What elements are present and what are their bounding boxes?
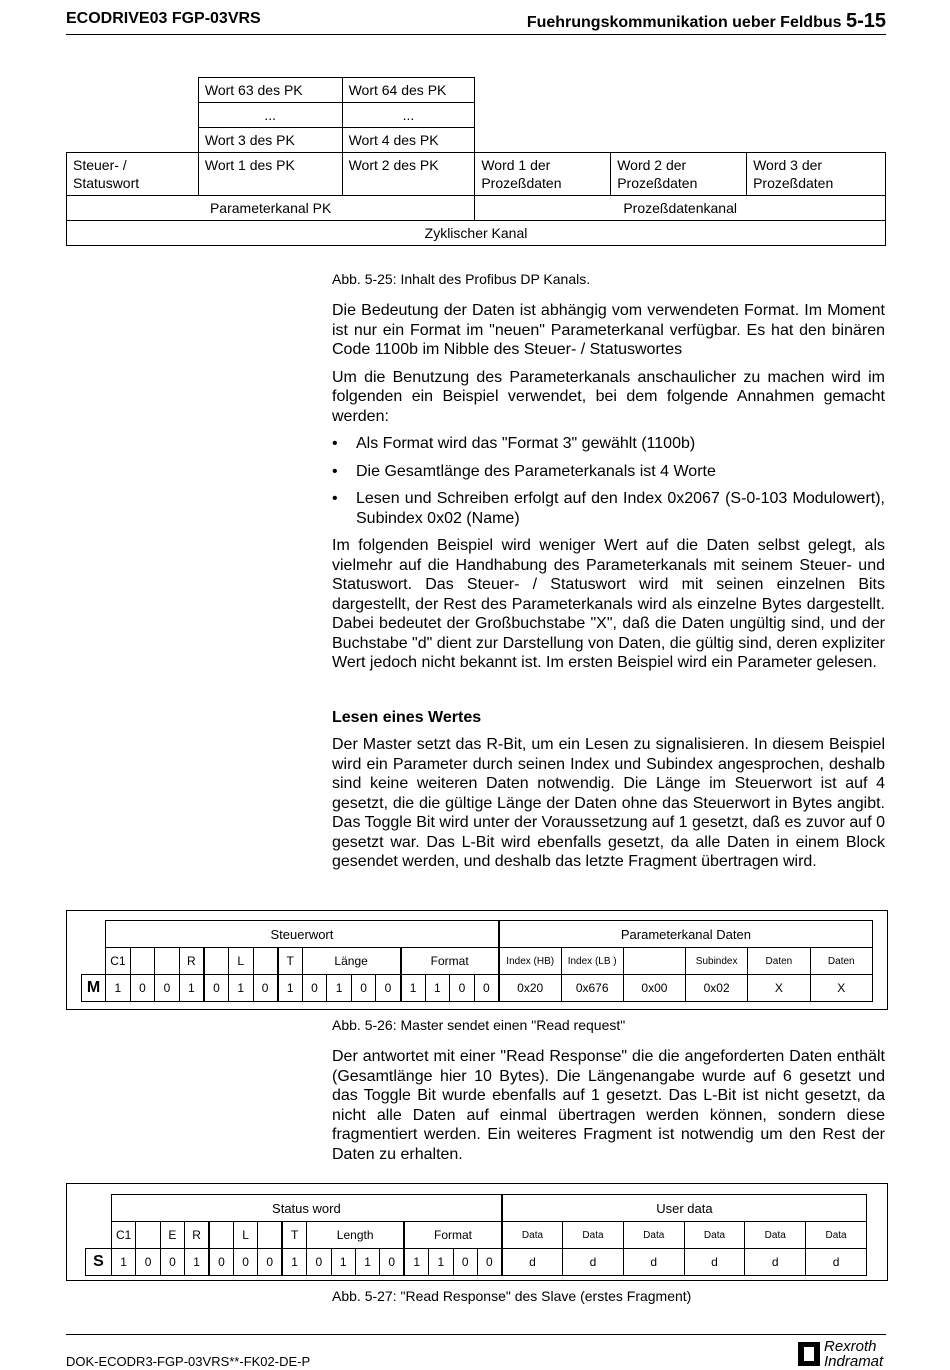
table-row [67, 128, 886, 153]
list-item: • Lesen und Schreiben erfolgt auf den Index 0x2067 (S-0-103 Modulowert), Subindex 0x02 (Name) [332, 489, 885, 528]
bit-value: 0 [477, 1249, 501, 1276]
data-label: Index (LB ) [561, 948, 623, 975]
table-row [67, 103, 886, 128]
rexroth-indramat-logo [798, 1338, 886, 1370]
figure-caption-5-27: Abb. 5-27: "Read Response" des Slave (erstes Fragment) [332, 1288, 692, 1304]
data-label: Data [563, 1222, 624, 1249]
bit-value: 1 [425, 975, 450, 1002]
table-row [82, 948, 873, 975]
data-value: d [684, 1249, 745, 1276]
paragraph: Die Bedeutung der Daten ist abhängig vom verwendeten Format. Im Moment ist nur ein Format im "neuen" Parameterkanal verfügbar. Es hat den binären Code 1100b im Nibble des Steuer- / Statuswortes [332, 302, 885, 358]
bit-label: L [228, 948, 253, 975]
bit-value: 0 [136, 1249, 160, 1276]
table-cell: Wort 63 des PK [198, 78, 342, 103]
bit-label: T [278, 948, 303, 975]
user-data-header: User data [502, 1195, 867, 1222]
data-label: Daten [810, 948, 873, 975]
bit-label [136, 1222, 160, 1249]
status-word-header: Status word [111, 1195, 501, 1222]
data-value: 0x676 [561, 975, 623, 1002]
row-label-master: M [82, 975, 106, 1002]
header-section [527, 10, 886, 33]
data-value: d [563, 1249, 624, 1276]
bit-value: 1 [401, 975, 426, 1002]
data-label: Subindex [686, 948, 748, 975]
bit-label: T [282, 1222, 306, 1249]
master-request-frame [66, 910, 888, 1010]
cyclic-channel-cell: Zyklischer Kanal [67, 221, 886, 246]
slave-response-frame [66, 1183, 888, 1281]
table-cell: ... [198, 103, 342, 128]
bit-label [204, 948, 229, 975]
bit-value: 1 [404, 1249, 428, 1276]
bit-label: L [233, 1222, 257, 1249]
bit-value: 0 [351, 975, 376, 1002]
bit-label: C1 [106, 948, 131, 975]
table-cell: Wort 1 des PK [198, 153, 342, 196]
length-label: Length [307, 1222, 405, 1249]
process-channel-cell: Prozeßdatenkanal [475, 196, 886, 221]
page-number: 5-15 [845, 10, 886, 32]
logo-text-line2: Indramat [824, 1353, 884, 1370]
bit-value: 1 [331, 1249, 355, 1276]
table-row [82, 975, 873, 1002]
bit-value: 0 [307, 1249, 331, 1276]
logo-text-line1: Rexroth [824, 1338, 877, 1355]
master-request-table [81, 920, 873, 1002]
data-value: d [623, 1249, 684, 1276]
header-rule [66, 34, 886, 35]
header-section-title: Fuehrungskommunikation ueber Feldbus [526, 14, 842, 31]
table-cell: Word 2 der Prozeßdaten [611, 153, 747, 196]
list-item: • Als Format wird das "Format 3" gewählt (1100b) [332, 434, 885, 454]
bit-value: 0 [450, 975, 475, 1002]
data-label: Data [623, 1222, 684, 1249]
bit-label: R [185, 1222, 209, 1249]
profibus-channel-table [66, 77, 886, 246]
bit-value: 0 [258, 1249, 282, 1276]
paragraph: Um die Benutzung des Parameterkanals anschaulicher zu machen wird im folgenden ein Beispiel verwendet, bei dem folgende Annahmen gemacht werden: [332, 368, 885, 425]
bit-value: 1 [111, 1249, 135, 1276]
data-label: Index (HB) [499, 948, 561, 975]
table-row [82, 921, 873, 948]
paragraph: Im folgenden Beispiel wird weniger Wert auf die Daten selbst gelegt, als vielmehr auf die Handhabung des Parameterkanals mit seinem Steuer- und Statuswort. Das Steuer- / Statuswort wird mit seinen einzelnen Bits dargestellt, der Rest des Parameterkanals wird als einzelne Bytes dargestellt. Dabei bedeutet der Großbuchstabe "X", daß die Daten ungültig sind, und der Buchstabe "d" dient zur Darstellung von Daten, die gültig sind, deren expliziter Wert jedoch nicht bekannt ist. Im ersten Beispiel wird ein Parameter gelesen. [332, 537, 886, 671]
bit-label [209, 1222, 233, 1249]
bit-label: C1 [111, 1222, 135, 1249]
data-label: Data [745, 1222, 806, 1249]
table-row [67, 221, 886, 246]
table-cell: Word 1 der Prozeßdaten [475, 153, 611, 196]
data-value: 0x02 [686, 975, 748, 1002]
format-label: Format [401, 948, 499, 975]
data-label: Daten [748, 948, 810, 975]
bit-value: 0 [233, 1249, 257, 1276]
data-value: X [748, 975, 810, 1002]
table-cell: Wort 3 des PK [198, 128, 342, 153]
table-row [86, 1249, 867, 1276]
parameter-data-header: Parameterkanal Daten [499, 921, 873, 948]
table-row [67, 153, 886, 196]
data-value: d [806, 1249, 867, 1276]
bit-value: 1 [327, 975, 352, 1002]
table-row [67, 196, 886, 221]
bit-label [130, 948, 155, 975]
bit-value: 0 [302, 975, 327, 1002]
body-text-2 [332, 735, 885, 880]
bit-label [253, 948, 278, 975]
bit-label: R [179, 948, 204, 975]
bit-value: 1 [282, 1249, 306, 1276]
bit-value: 1 [228, 975, 253, 1002]
bit-value: 0 [155, 975, 180, 1002]
bit-value: 0 [474, 975, 499, 1002]
format-label: Format [404, 1222, 502, 1249]
paragraph: Der antwortet mit einer "Read Response" die die angeforderten Daten enthält (Gesamtlänge hier 10 Bytes). Die Längenangabe wurde auf 6 gesetzt und das Toggle Bit wurde ebenfalls auf 1 gesetzt. Das L-Bit ist nicht gesetzt, da nicht alle Daten auf einmal übertragen werden können, sondern diese fragmentiert werden. Ein weiteres Fragment ist notwendig um den Rest der Daten zu erhalten. [332, 1048, 885, 1163]
bit-label [155, 948, 180, 975]
parameter-channel-cell: Parameterkanal PK [67, 196, 475, 221]
bit-value: 0 [130, 975, 155, 1002]
logo-mark-icon [798, 1342, 820, 1366]
table-row [67, 78, 886, 103]
table-row [86, 1222, 867, 1249]
data-label: Data [684, 1222, 745, 1249]
slave-response-table [85, 1194, 867, 1276]
bit-value: 1 [278, 975, 303, 1002]
document-id: DOK-ECODR3-FGP-03VRS**-FK02-DE-P [66, 1354, 311, 1369]
data-label [623, 948, 685, 975]
bit-value: 0 [376, 975, 401, 1002]
row-label-slave: S [86, 1249, 112, 1276]
figure-caption-5-25: Abb. 5-25: Inhalt des Profibus DP Kanals. [332, 271, 591, 287]
data-label: Data [502, 1222, 563, 1249]
data-label: Data [806, 1222, 867, 1249]
header-title: ECODRIVE03 FGP-03VRS [66, 10, 261, 27]
bit-value: 1 [179, 975, 204, 1002]
paragraph: Der Master setzt das R-Bit, um ein Lesen zu signalisieren. In diesem Beispiel wird ein Parameter durch seinen Index und Subindex angesprochen, deshalb sind keine weiteren Daten notwendig. Die Länge im Steuerwort ist auf 4 gesetzt, die die gültige Länge der Daten ohne das Steuerwort in Bytes angibt. Das Toggle Bit wird unter der Voraussetzung auf 1 gesetzt, daß es zuvor auf 0 gesetzt war. Das L-Bit wird ebenfalls gesetzt, da alle Daten in einem Block gesendet werden, und deshalb das letzte Fragment übertragen wird. [332, 736, 885, 870]
bit-value: 0 [380, 1249, 404, 1276]
table-cell: Wort 64 des PK [342, 78, 475, 103]
section-heading: Lesen eines Wertes [332, 709, 482, 726]
figure-caption-5-26: Abb. 5-26: Master sendet einen "Read request" [332, 1017, 626, 1033]
bit-value: 1 [429, 1249, 453, 1276]
body-text-3 [332, 1047, 885, 1172]
control-word-header: Steuerwort [106, 921, 499, 948]
data-value: d [502, 1249, 563, 1276]
bit-value: 1 [185, 1249, 209, 1276]
data-value: d [745, 1249, 806, 1276]
table-cell: Wort 2 des PK [342, 153, 475, 196]
table-cell: Wort 4 des PK [342, 128, 475, 153]
data-value: X [810, 975, 873, 1002]
bit-label [258, 1222, 282, 1249]
list-item: • Die Gesamtlänge des Parameterkanals ist 4 Worte [332, 462, 885, 482]
footer-rule [66, 1334, 886, 1335]
data-value: 0x20 [499, 975, 561, 1002]
bit-value: 0 [253, 975, 278, 1002]
table-row [86, 1195, 867, 1222]
bit-value: 1 [355, 1249, 379, 1276]
data-value: 0x00 [623, 975, 685, 1002]
body-text-1 [332, 301, 885, 681]
bit-value: 0 [453, 1249, 477, 1276]
bit-value: 0 [204, 975, 229, 1002]
bit-value: 0 [160, 1249, 184, 1276]
table-cell: Word 3 der Prozeßdaten [747, 153, 886, 196]
table-cell: ... [342, 103, 475, 128]
bit-label: E [160, 1222, 184, 1249]
table-cell: Steuer- / Statuswort [67, 153, 199, 196]
bit-value: 1 [106, 975, 131, 1002]
assumption-list [332, 434, 885, 528]
length-label: Länge [302, 948, 400, 975]
bit-value: 0 [209, 1249, 233, 1276]
